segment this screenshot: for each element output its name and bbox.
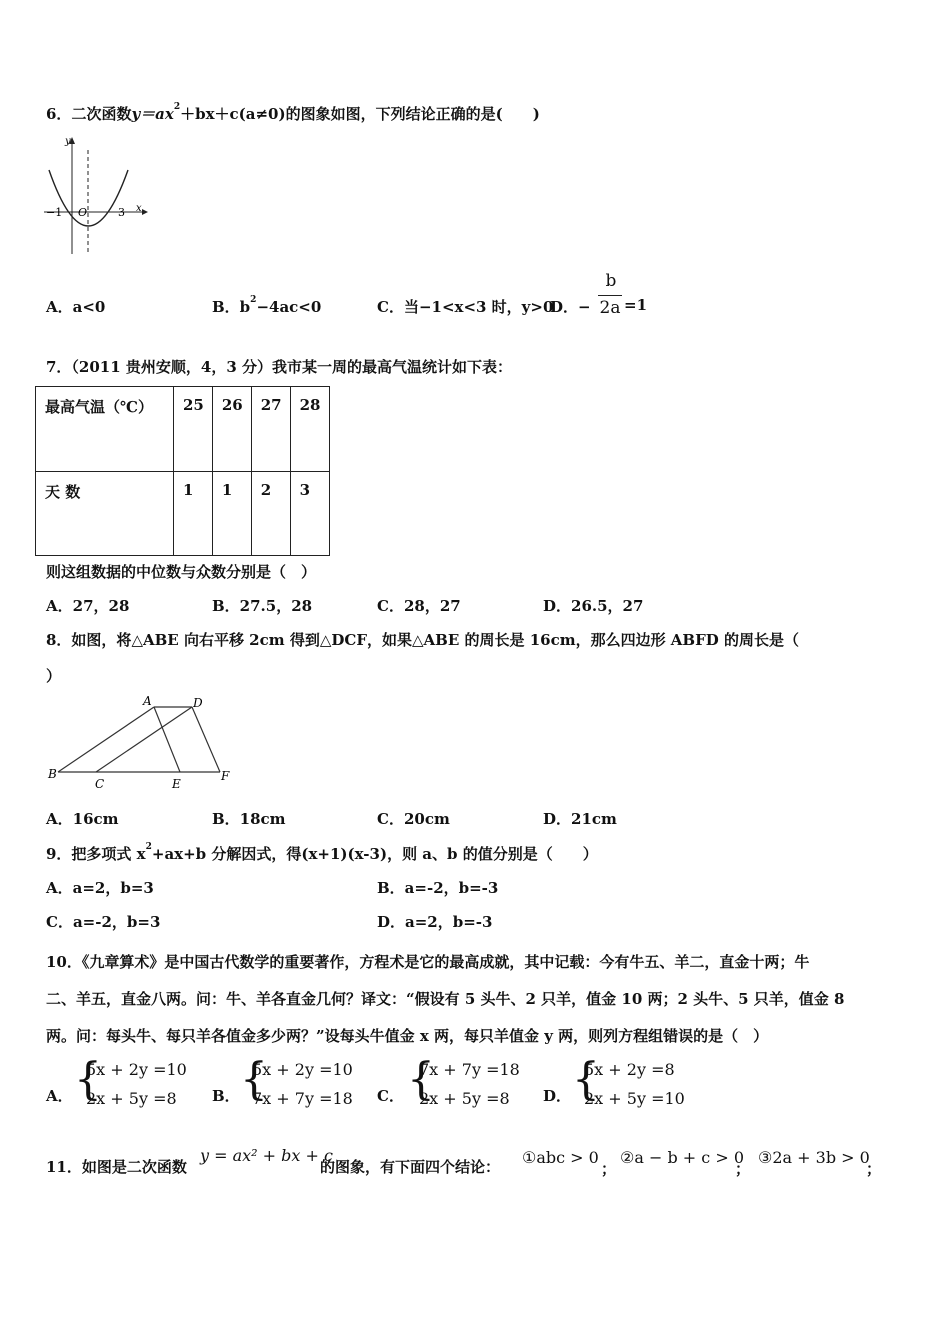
q10-option-c-brace: { [407,1054,435,1105]
q10-option-b-eq1: 5x + 2y =10 [252,1060,353,1079]
q8-label-E: E [172,777,181,791]
q6-option-a: A．a<0 [46,298,106,316]
q6-number: 6． [46,105,72,123]
q10-option-d-label: D． [543,1087,572,1105]
q9-option-a: A．a=2，b=3 [46,879,154,897]
q9-stem [46,843,598,864]
q9-stem-a: 9．把多项式 x [46,845,146,863]
q7-option-c: C．28，27 [377,597,461,615]
q9-sup: 2 [145,842,152,852]
q10-option-b-label: B． [212,1087,240,1105]
q11-pre: 11．如图是二次函数 [46,1158,187,1176]
q7-row1-cell: 28 [290,387,329,472]
q8-option-d: D．21cm [543,810,617,828]
q8-segment-DF [192,707,220,772]
q11-conclusion-2: ②a − b + c > 0 [620,1148,744,1167]
q6-origin-label: O [78,206,88,219]
q8-translation-figure [46,692,236,792]
q8-option-b: B．18cm [212,810,286,828]
q8-label-B: B [48,767,57,781]
q11-function: y = ax² + bx + c [200,1146,333,1165]
q11-conclusion-3: ③2a + 3b > 0 [758,1148,870,1167]
q10-option-c-eq2: 2x + 5y =8 [419,1089,510,1108]
q6-stem-text-c: ＋bx＋c(a≠0)的图象如图，下列结论正确的是( [180,105,503,123]
q6-option-d-numerator: b [605,271,617,291]
q6-option-b-sup: 2 [250,295,257,305]
q7-option-a: A．27，28 [46,597,130,615]
q6-x-label: x [136,203,142,214]
q6-y-label: y [65,136,71,147]
q6-stem-text-a: 二次函数 [71,105,132,123]
q11-sep-2: ； [735,1160,751,1178]
q6-stem [46,103,540,124]
q8-stem-line1: 8．如图，将△ABE 向右平移 2cm 得到△DCF，如果△ABE 的周长是 16cm，那么四边形 ABFD 的周长是（ [46,631,799,649]
q8-label-A: A [143,694,152,708]
q7-row2-cell: 3 [290,472,329,556]
q8-segment-DC [96,707,192,772]
q7-row1-label: 最高气温（℃） [36,387,174,472]
q8-label-F: F [221,769,230,783]
q6-option-b-post: −4ac<0 [256,298,322,316]
q10-option-c-label: C． [377,1087,404,1105]
q9-option-b: B．a=-2，b=-3 [377,879,499,897]
q7-option-d: D．26.5，27 [543,597,644,615]
q8-segment-AB [58,707,154,772]
q8-stem-line2: ） [46,667,62,685]
q10-stem-line3: 两。问：每头牛、每只羊各值金多少两？”设每头牛值金 x 两，每只羊值金 y 两，则列方程组错误的是（ ） [46,1027,769,1045]
q7-row1-cell: 26 [212,387,251,472]
q9-option-c: C．a=-2，b=3 [46,913,161,931]
q7-title: 7．（2011 贵州安顺，4，3 分）我市某一周的最高气温统计如下表： [46,358,513,376]
q7-row1-cell: 27 [251,387,290,472]
q8-option-c: C．20cm [377,810,450,828]
q7-temperature-table [35,386,330,556]
q6-sup: 2 [173,102,181,112]
q7-option-b: B．27.5，28 [212,597,313,615]
q7-row2-cell: 1 [174,472,213,556]
q6-neg1-label: −1 [46,206,63,219]
q6-option-d-post: =1 [624,296,648,314]
q6-option-b [212,296,321,317]
q10-option-a-label: A． [46,1087,73,1105]
q7-row1-cell: 25 [174,387,213,472]
q10-option-a-eq1: 5x + 2y =10 [86,1060,187,1079]
q10-option-d-eq1: 5x + 2y =8 [584,1060,675,1079]
q6-option-d-pre: D．− [550,298,591,316]
q6-option-c: C．当−1<x<3 时，y>0 [377,298,554,316]
q6-parabola-graph [40,132,152,257]
q6-option-d-denominator: 2a [599,298,621,318]
q10-option-a-brace: { [74,1054,102,1105]
q11-mid: 的图象，有下面四个结论： [320,1158,501,1176]
q10-stem-line1: 10．《九章算术》是中国古代数学的重要著作，方程术是它的最高成就，其中记载：今有牛五、羊二，直金十两；牛 [46,953,810,971]
q9-option-d: D．a=2，b=-3 [377,913,493,931]
q6-x-arrow [142,209,148,215]
q7-row2-cell: 2 [251,472,290,556]
q10-option-d-brace: { [572,1054,600,1105]
q7-question: 则这组数据的中位数与众数分别是（ ） [46,563,317,581]
table-row [36,387,330,472]
q8-label-D: D [193,696,203,710]
table-row [36,472,330,556]
q9-stem-b: +ax+b 分解因式，得(x+1)(x-3)，则 a、b 的值分别是（ ） [151,845,598,863]
q7-row2-cell: 1 [212,472,251,556]
q11-conclusion-1: ①abc > 0 [522,1148,599,1167]
q11-sep-1: ； [601,1160,617,1178]
q6-stem-func: y＝ax [131,105,174,123]
q10-option-c-eq1: 7x + 7y =18 [419,1060,520,1079]
q6-three-label: 3 [118,206,125,219]
q10-option-b-eq2: 7x + 7y =18 [252,1089,353,1108]
q8-option-a: A．16cm [46,810,119,828]
q6-option-b-pre: B．b [212,298,251,316]
q10-stem-line2: 二、羊五，直金八两。问：牛、羊各直金几何？译文：“假设有 5 头牛、2 只羊，值金 10 两；2 头牛、5 只羊，值金 8 [46,990,845,1008]
q11-sep-3: ； [866,1160,882,1178]
q10-option-b-brace: { [240,1054,268,1105]
q8-segment-AE [154,707,180,772]
q10-option-d-eq2: 2x + 5y =10 [584,1089,685,1108]
q6-option-d-fraction-bar [598,295,622,296]
q8-label-C: C [95,777,105,791]
q6-stem-close: ) [532,105,540,123]
q7-row2-label: 天 数 [36,472,174,556]
q10-option-a-eq2: 2x + 5y =8 [86,1089,177,1108]
